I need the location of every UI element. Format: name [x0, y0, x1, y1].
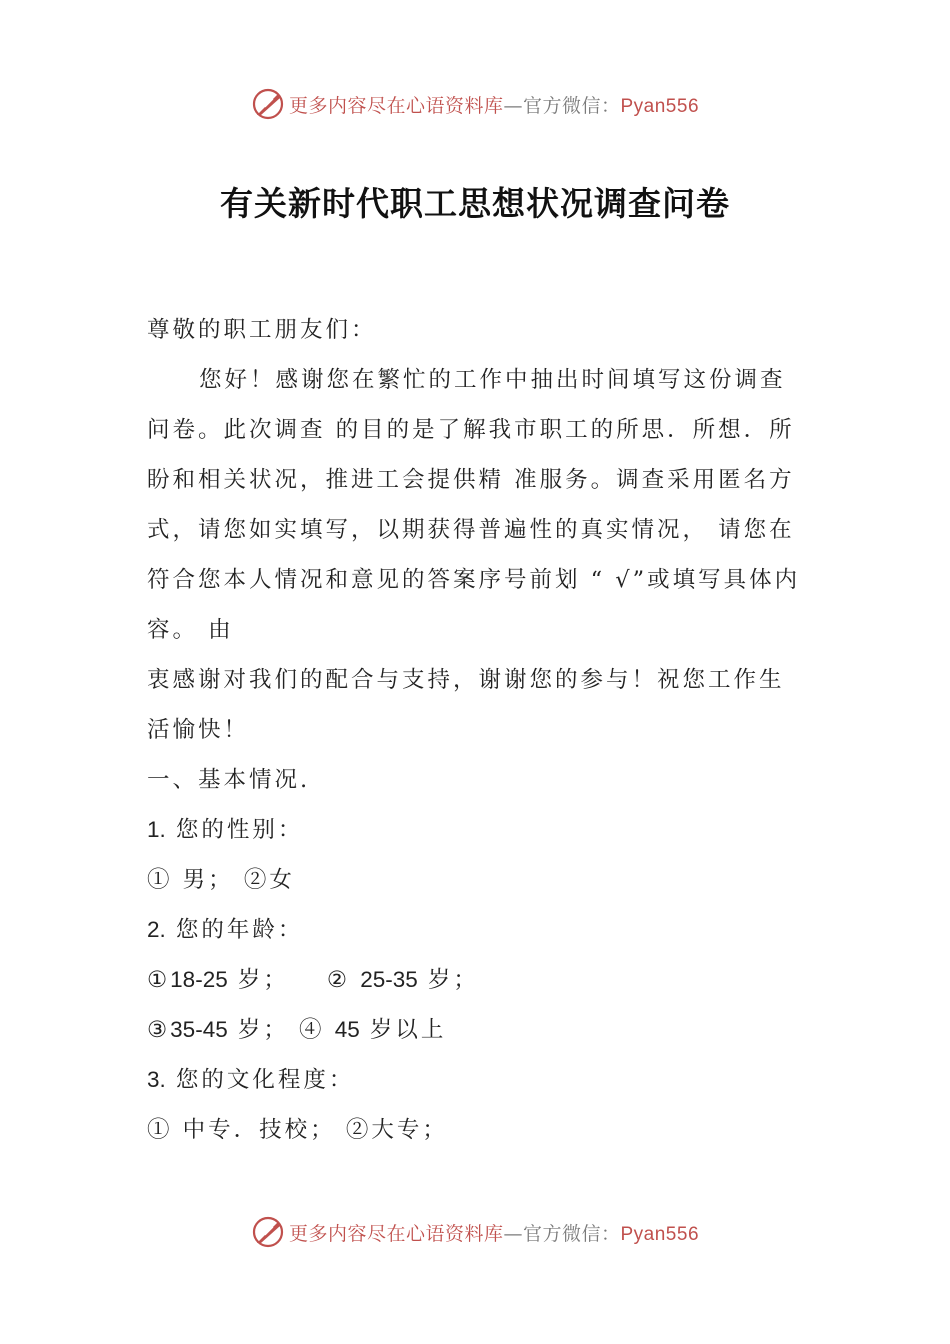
option-female[interactable]: ②女	[243, 867, 295, 893]
option-male[interactable]: ① 男；	[147, 867, 234, 893]
question-2-options-b	[147, 1005, 807, 1055]
quill-logo-icon	[251, 1215, 285, 1249]
question-1-options	[147, 855, 807, 905]
question-3: 3. 您的文化程度：	[147, 1067, 355, 1093]
salutation: 尊敬的职工朋友们：	[147, 317, 377, 343]
watermark-text: 更多内容尽在心语资料库—官方微信：Pyan556	[288, 94, 700, 117]
intro-paragraph: 您好！感谢您在繁忙的工作中抽出时间填写这份调查问卷。此次调查 的目的是了解我市职工的所思．所想．所盼和相关状况，推进工会提供精 准服务。调查采用匿名方式，请您如实填写，以期获得普遍性的真实情况， 请您在符合您本人情况和意见的答案序号前划 “ √”或填写具体内容。 由	[147, 367, 801, 643]
watermark-banner-top	[0, 84, 950, 124]
question-3-options	[147, 1105, 807, 1155]
option-technical-school[interactable]: ① 中专．技校；	[147, 1117, 336, 1143]
option-age-25-35[interactable]: ② 25-35 岁；	[326, 967, 479, 993]
document-title: 有关新时代职工思想状况调查问卷	[220, 184, 730, 223]
question-2: 2. 您的年龄：	[147, 917, 304, 943]
question-1: 1. 您的性别：	[147, 817, 304, 843]
document-body	[147, 305, 807, 1155]
question-2-options-a	[147, 955, 807, 1005]
option-age-18-25[interactable]: ①18-25 岁；	[147, 967, 289, 993]
quill-logo-icon	[251, 87, 285, 121]
option-junior-college[interactable]: ②大专；	[345, 1117, 448, 1143]
watermark-banner-bottom	[0, 1212, 950, 1252]
section-heading: 一、基本情况.	[147, 767, 311, 793]
option-age-35-45[interactable]: ③35-45 岁；	[147, 1017, 289, 1043]
option-age-45-plus[interactable]: ④ 45 岁以上	[299, 1017, 447, 1043]
intro-closing: 衷感谢对我们的配合与支持，谢谢您的参与！祝您工作生活愉快！	[147, 667, 785, 743]
watermark-text: 更多内容尽在心语资料库—官方微信：Pyan556	[288, 1222, 700, 1245]
